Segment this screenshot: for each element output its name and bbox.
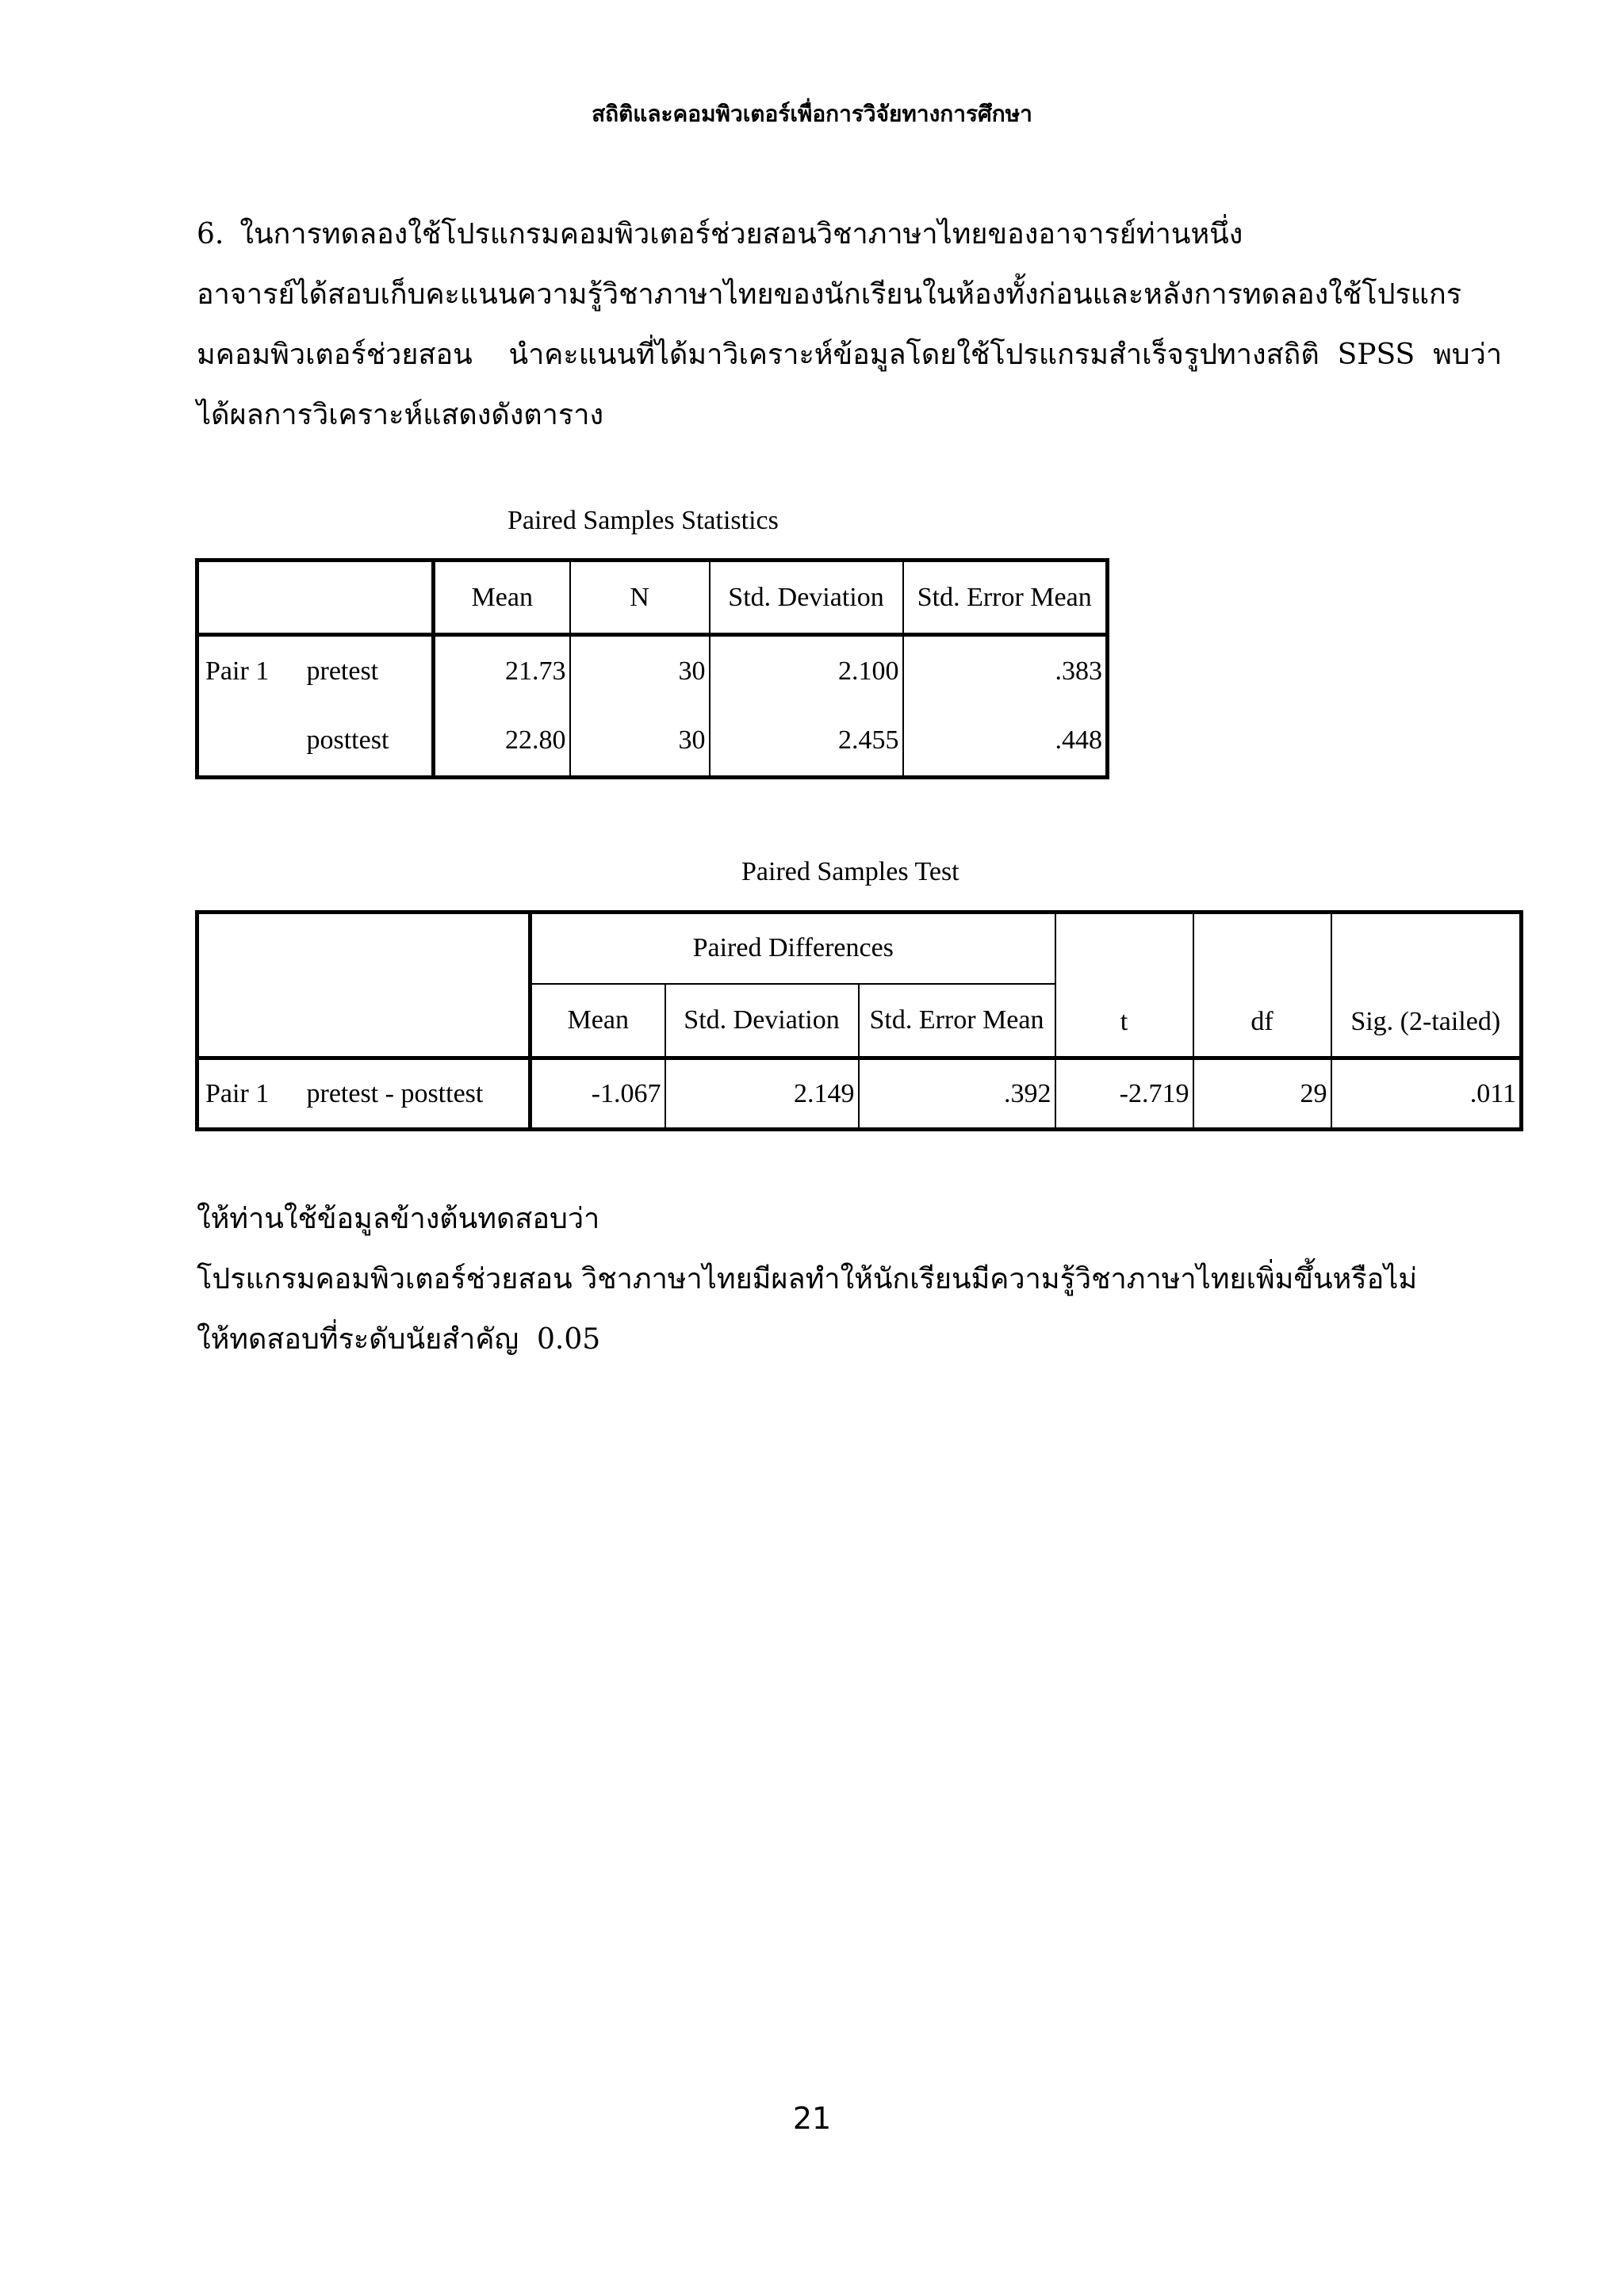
test-table-caption: Paired Samples Test <box>741 857 959 886</box>
se-cell: .392 <box>859 1058 1055 1130</box>
instructions-block <box>197 1189 1417 1370</box>
mean-cell: 21.73 <box>434 635 570 706</box>
question-block <box>197 205 1503 446</box>
row-label: pretest <box>301 635 434 706</box>
n-cell: 30 <box>570 635 710 706</box>
question-line: อาจารย์ได้สอบเก็บคะแนนความรู้วิชาภาษาไทยของนักเรียนในห้องทั้งก่อนและหลังการทดลองใช้โปรแกร <box>197 278 1462 311</box>
sd-cell: 2.149 <box>665 1058 859 1130</box>
empty-header-cell <box>301 913 530 1058</box>
column-header: N <box>570 561 710 635</box>
sig-cell: .011 <box>1469 1078 1516 1108</box>
column-header: Std. Error Mean <box>859 984 1055 1058</box>
column-header: Mean <box>434 561 570 635</box>
t-cell: -2.719 <box>1055 1058 1193 1130</box>
empty-cell <box>197 706 301 778</box>
table-row <box>197 706 1108 778</box>
sd-cell: 2.100 <box>710 635 903 706</box>
question-line: มคอมพิวเตอร์ช่วยสอน นำคะแนนที่ได้มาวิเคราะห์ข้อมูลโดยใช้โปรแกรมสำเร็จรูปทางสถิติ SPSS พบว่า <box>197 339 1503 371</box>
mean-cell: -1.067 <box>530 1058 665 1130</box>
column-header: Std. Error Mean <box>903 561 1108 635</box>
table-header-row <box>197 913 1522 984</box>
question-line: 6. ในการทดลองใช้โปรแกรมคอมพิวเตอร์ช่วยสอนวิชาภาษาไทยของอาจารย์ท่านหนึ่ง <box>197 218 1243 251</box>
se-cell: .383 <box>1055 656 1102 686</box>
paired-differences-header: Paired Differences <box>530 913 1055 984</box>
paired-samples-test-table <box>195 910 1523 1131</box>
empty-header-cell <box>197 913 301 1058</box>
empty-header-cell <box>197 561 301 635</box>
empty-header-cell <box>301 561 434 635</box>
question-line: ได้ผลการวิเคราะห์แสดงดังตาราง <box>197 399 604 431</box>
n-cell: 30 <box>570 706 710 778</box>
page-number: 21 <box>792 2101 832 2136</box>
pair-label: Pair 1 <box>205 1078 270 1108</box>
column-header: Sig. (2-tailed) <box>1331 913 1522 1058</box>
instruction-line: โปรแกรมคอมพิวเตอร์ช่วยสอน วิชาภาษาไทยมีผลทำให้นักเรียนมีความรู้วิชาภาษาไทยเพิ่มขึ้นหรือไม่ <box>197 1263 1418 1295</box>
instruction-line: ให้ท่านใช้ข้อมูลข้างต้นทดสอบว่า <box>197 1203 600 1235</box>
table-row <box>197 635 1108 706</box>
se-cell: .448 <box>1055 725 1102 756</box>
sd-cell: 2.455 <box>710 706 903 778</box>
row-label: pretest - posttest <box>301 1058 530 1130</box>
mean-cell: 22.80 <box>434 706 570 778</box>
question-number: 6. <box>197 218 224 251</box>
paired-samples-statistics-table <box>195 558 1109 779</box>
column-header: Std. Deviation <box>665 984 859 1058</box>
table-header-row <box>197 561 1108 635</box>
column-header: Std. Deviation <box>710 561 903 635</box>
df-cell: 29 <box>1193 1058 1331 1130</box>
column-header: df <box>1193 913 1331 1058</box>
row-label: posttest <box>301 706 434 778</box>
stats-table-caption: Paired Samples Statistics <box>508 506 779 535</box>
pair-label: Pair 1 <box>205 656 270 686</box>
instruction-line: ให้ทดสอบที่ระดับนัยสำคัญ 0.05 <box>197 1323 601 1356</box>
running-header: สถิติและคอมพิวเตอร์เพื่อการวิจัยทางการศึกษา <box>592 101 1032 127</box>
column-header: t <box>1055 913 1193 1058</box>
table-row <box>197 1058 1522 1130</box>
column-header: Mean <box>530 984 665 1058</box>
